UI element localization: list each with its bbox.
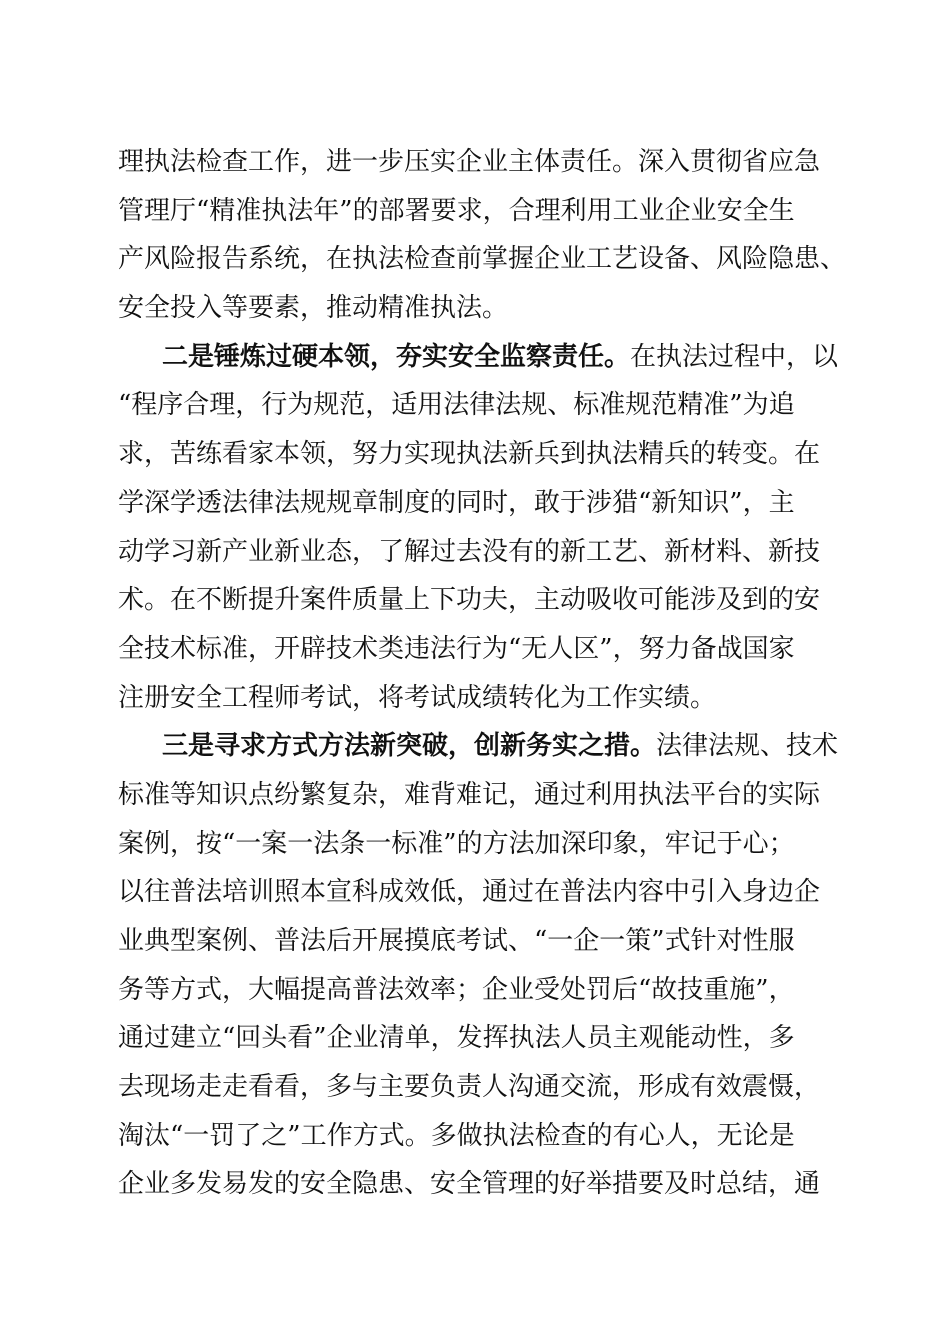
paragraph-text: 法律法规、技术 <box>656 731 839 762</box>
paragraph-line: 标准等知识点纷繁复杂，难背难记，通过利用执法平台的实际 <box>118 779 821 810</box>
paragraph-line: 注册安全工程师考试，将考试成绩转化为工作实绩。 <box>118 682 717 713</box>
paragraph-line: 淘汰“一罚了之”工作方式。多做执法检查的有心人，无论是 <box>118 1120 795 1151</box>
paragraph-line: 通过建立“回头看”企业清单，发挥执法人员主观能动性，多 <box>118 1023 795 1054</box>
paragraph-line: 产风险报告系统，在执法检查前掌握企业工艺设备、风险隐患、 <box>118 244 847 275</box>
paragraph-line: 以往普法培训照本宣科成效低，通过在普法内容中引入身边企 <box>118 877 821 908</box>
paragraph-line: 管理厅“精准执法年”的部署要求，合理利用工业企业安全生 <box>118 195 795 226</box>
paragraph-first-line <box>118 333 858 382</box>
paragraph-line: 术。在不断提升案件质量上下功夫，主动吸收可能涉及到的安 <box>118 585 821 616</box>
paragraph-line: 全技术标准，开辟技术类违法行为“无人区”，努力备战国家 <box>118 633 795 664</box>
paragraph-heading: 二是锤炼过硬本领，夯实安全监察责任。 <box>162 341 631 372</box>
paragraph-heading: 三是寻求方式方法新突破，创新务实之措。 <box>162 731 657 762</box>
paragraph-line: 动学习新产业新业态，了解过去没有的新工艺、新材料、新技 <box>118 536 821 567</box>
paragraph-line: 安全投入等要素，推动精准执法。 <box>118 293 509 324</box>
paragraph-line: 务等方式，大幅提高普法效率；企业受处罚后“故技重施”， <box>118 974 795 1005</box>
paragraph-line: “程序合理，行为规范，适用法律法规、标准规范精准”为追 <box>118 390 795 421</box>
paragraph-line: 求，苦练看家本领，努力实现执法新兵到执法精兵的转变。在 <box>118 439 821 470</box>
body-text <box>118 138 858 1209</box>
paragraph-first-line <box>118 722 858 771</box>
paragraph-text: 在执法过程中，以 <box>630 341 839 372</box>
paragraph-line: 业典型案例、普法后开展摸底考试、“一企一策”式针对性服 <box>118 926 795 956</box>
paragraph-line: 去现场走走看看，多与主要负责人沟通交流，形成有效震慑， <box>118 1072 821 1103</box>
paragraph-line: 企业多发易发的安全隐患、安全管理的好举措要及时总结，通 <box>118 1169 821 1200</box>
paragraph-line: 案例，按“一案一法条一标准”的方法加深印象，牢记于心； <box>118 828 795 859</box>
paragraph-line: 学深学透法律法规规章制度的同时，敢于涉猎“新知识”，主 <box>118 487 795 518</box>
paragraph-line: 理执法检查工作，进一步压实企业主体责任。深入贯彻省应急 <box>118 147 821 177</box>
